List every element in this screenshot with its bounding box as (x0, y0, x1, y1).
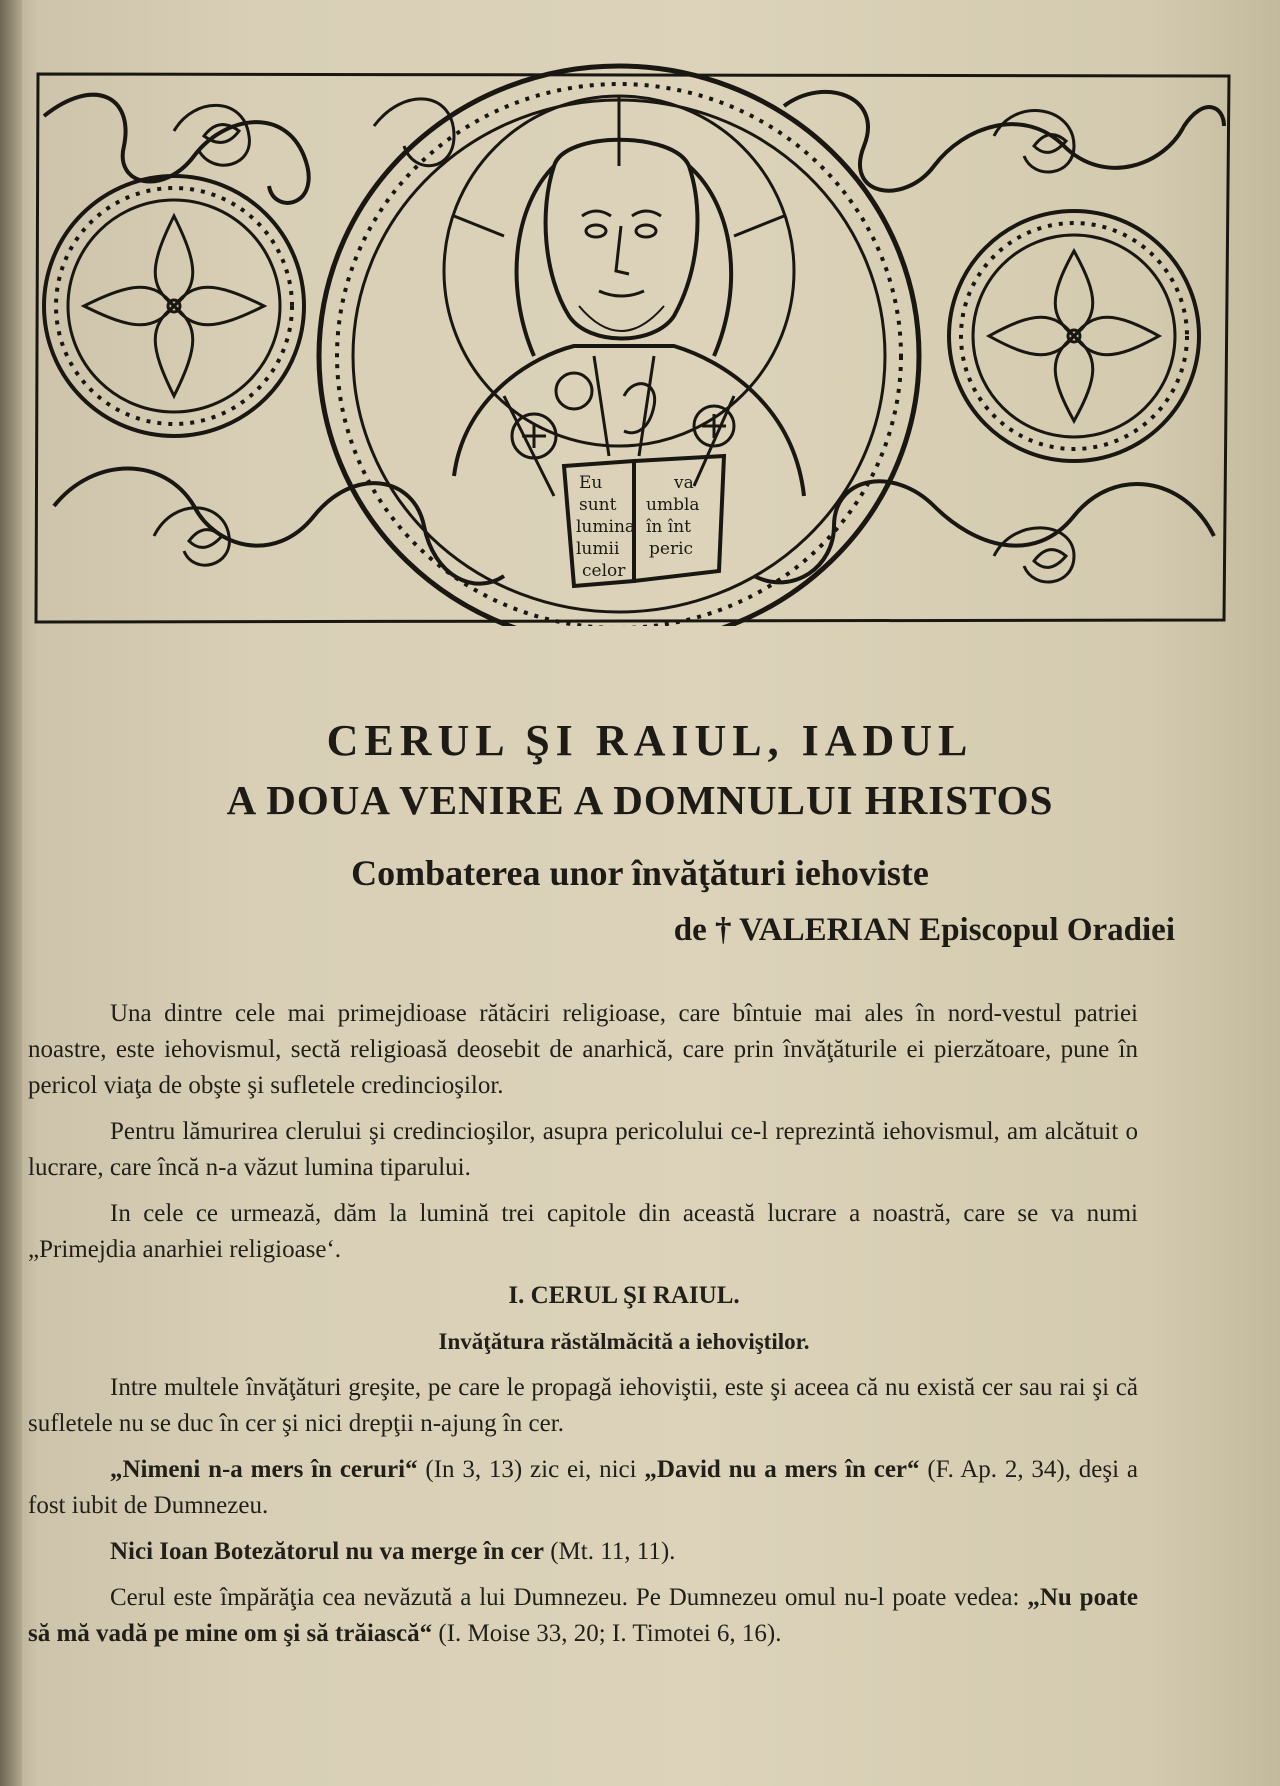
book-left-line: lumina (576, 517, 636, 537)
book-right-line: va (674, 473, 694, 493)
face (546, 140, 698, 339)
scripture-quote: „Nu poate să mă vadă pe mine om şi să trăiască“ (28, 1584, 1138, 1647)
paragraph: Intre multele învăţături greşite, pe care le propagă iehoviştii, este şi aceea că nu există cer sau rai şi că sufletele nu se duc în cer şi nici drepţii n-ajung în cer. (28, 1374, 1138, 1437)
vine-scroll-bottom-left (54, 469, 504, 584)
scripture-quote: „Nimeni n-a mers în ceruri“ (110, 1456, 418, 1483)
vine-scroll-top-left (44, 95, 309, 203)
paragraph-text: (I. Moise 33, 20; I. Timotei 6, 16). (432, 1620, 782, 1647)
paragraph: Pentru lămurirea clerului şi credincioşilor, asupra pericolului ce-l reprezintă iehovismul, am alcătuit o lucrare, care încă n-a văzut lumina tiparului. (28, 1118, 1138, 1181)
section-subheading: Invăţătura răstălmăcită a iehoviştilor. (438, 1329, 810, 1354)
paragraph-text: Cerul este împărăţia cea nevăzută a lui Dumnezeu. Pe Dumnezeu omul nu-l poate vedea: (110, 1584, 1028, 1611)
paragraph (28, 1534, 1138, 1570)
book-right-line: umbla (646, 495, 700, 515)
book-left-line: sunt (579, 495, 617, 515)
book-left-line: lumii (576, 539, 620, 559)
pantocrator-drawing (34, 36, 1234, 626)
book-right-line: peric (649, 539, 694, 559)
scripture-quote: „David nu a mers în cer“ (644, 1456, 920, 1483)
paragraph-text: (F. Ap. 2, 34), deşi a fost iubit de Dumnezeu. (28, 1456, 1138, 1519)
book-right-line: în înt (646, 517, 692, 537)
title-line-2: A DOUA VENIRE A DOMNULUI HRISTOS (226, 777, 1054, 823)
article-body (28, 996, 1138, 1662)
subtitle: Combaterea unor învăţături iehoviste (351, 853, 929, 893)
book-left-line: celor (582, 561, 626, 581)
robe (454, 346, 804, 496)
title-line-1: CERUL ŞI RAIUL, IADUL (326, 716, 974, 765)
paragraph (28, 1580, 1138, 1652)
paragraph-text: (In 3, 13) zic ei, nici (417, 1456, 645, 1483)
paragraph-text: (Mt. 11, 11). (543, 1538, 676, 1565)
scripture-quote: Nici Ioan Botezătorul nu va merge în cer (110, 1538, 544, 1565)
icon-illustration (34, 36, 1234, 626)
paragraph: In cele ce urmează, dăm la lumină trei capitole din această lucrare a noastră, care se va numi „Primejdia anarhiei religioase‘. (28, 1200, 1138, 1263)
vine-scroll-top-right (784, 92, 1224, 191)
paragraph: Una dintre cele mai primejdioase rătăciri religioase, care bîntuie mai ales în nord-vestul patriei noastre, este iehovismul, sectă religioasă deosebit de anarhică, care prin învăţăturile ei pierzătoare, pune în pericol viaţa de obşte şi sufletele credincioşilor. (28, 1000, 1138, 1099)
author-byline: de † VALERIAN Episcopul Oradiei (673, 912, 1175, 948)
section-heading: I. CERUL ŞI RAIUL. (508, 1282, 740, 1309)
paragraph (28, 1452, 1138, 1524)
book-left-line: Eu (579, 473, 603, 493)
